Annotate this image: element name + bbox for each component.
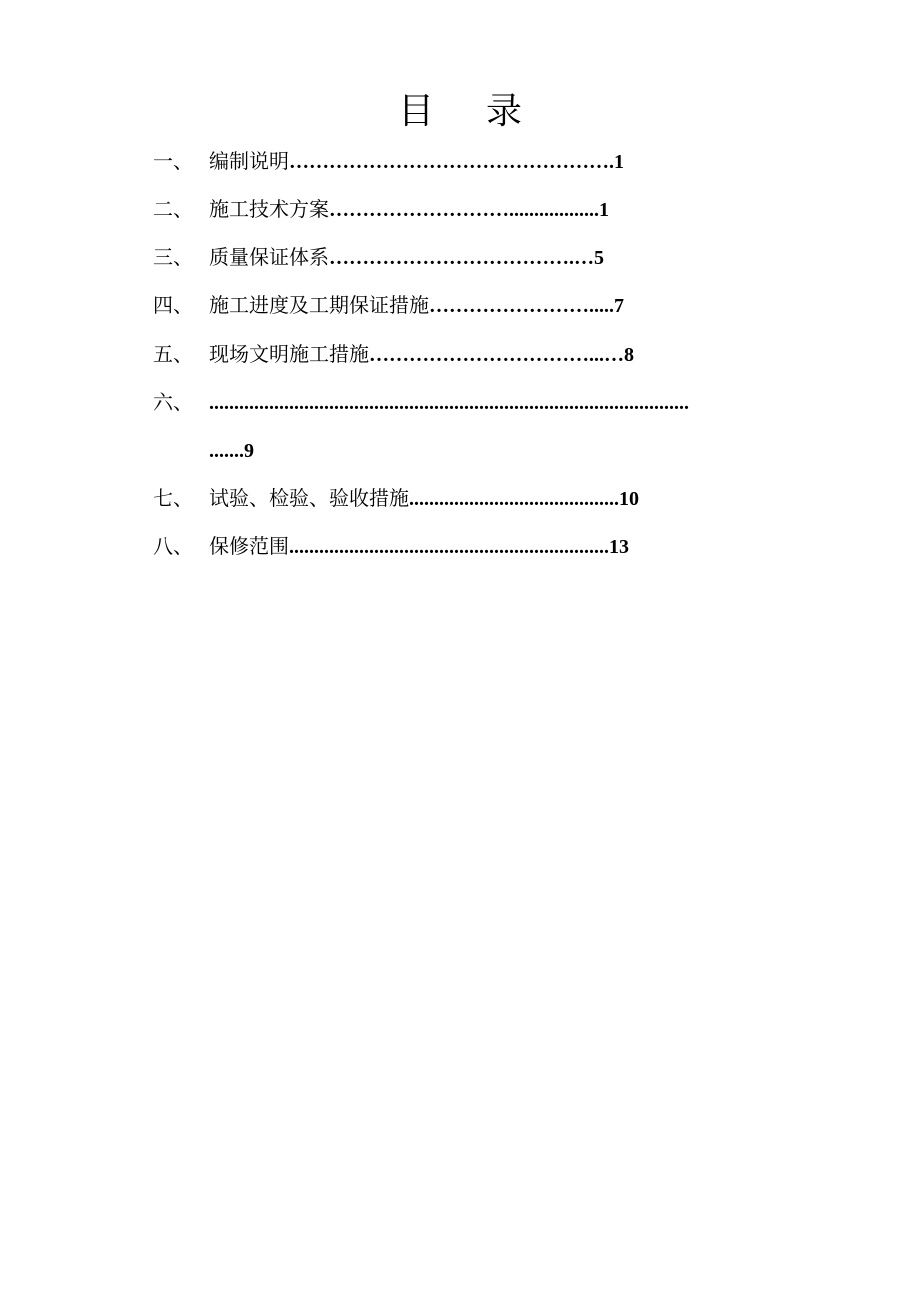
toc-entry-leader: ………………………………………… bbox=[289, 151, 609, 173]
toc-entry-leader: ……………………………...… bbox=[369, 344, 624, 366]
toc-entry-page: 8 bbox=[624, 344, 634, 366]
toc-entry-page: 13 bbox=[609, 536, 629, 558]
toc-entry-number: 五、 bbox=[153, 342, 193, 366]
toc-entry-leader: ................................................................................................ bbox=[209, 392, 689, 414]
toc-entry-leader: .......................................... bbox=[409, 488, 619, 510]
toc-entry-label: 现场文明施工措施 bbox=[209, 342, 369, 366]
toc-entry-label: 保修范围 bbox=[209, 534, 289, 558]
toc-entry-label: 施工技术方案 bbox=[209, 197, 329, 221]
toc-entry-number: 三、 bbox=[153, 245, 193, 269]
toc-entry-leader: …………………….... bbox=[429, 295, 609, 317]
toc-title bbox=[0, 88, 920, 136]
toc-entry-page: .1 bbox=[609, 151, 624, 173]
toc-entry-label: 质量保证体系 bbox=[209, 245, 329, 269]
toc-entry-label: 试验、检验、验收措施 bbox=[209, 486, 409, 510]
toc-entry-leader: ....... bbox=[209, 440, 244, 462]
toc-entry-number: 一、 bbox=[153, 149, 193, 173]
toc-entry-page: 10 bbox=[619, 488, 639, 510]
toc-entry-page: 9 bbox=[244, 440, 254, 462]
toc-entry-number: 七、 bbox=[153, 486, 193, 510]
toc-title-char-1: 目 bbox=[397, 91, 434, 132]
toc-entry-number: 四、 bbox=[153, 293, 193, 317]
toc-entry-page: .1 bbox=[594, 199, 609, 221]
toc-title-char-2: 录 bbox=[486, 91, 523, 132]
toc-entry-number: 六、 bbox=[153, 390, 193, 414]
toc-entry-page: .7 bbox=[609, 295, 624, 317]
toc-entry-number: 二、 bbox=[153, 197, 193, 221]
toc-entry-leader: ................................................................ bbox=[289, 536, 609, 558]
toc-entry-leader: ………………………................. bbox=[329, 199, 594, 221]
toc-entry-number: 八、 bbox=[153, 534, 193, 558]
toc-entry-label: 施工进度及工期保证措施 bbox=[209, 293, 429, 317]
toc-entry-page: 5 bbox=[594, 247, 604, 269]
toc-entry-label: 编制说明 bbox=[209, 149, 289, 173]
toc-entry-leader: ……………………………….… bbox=[329, 247, 594, 269]
